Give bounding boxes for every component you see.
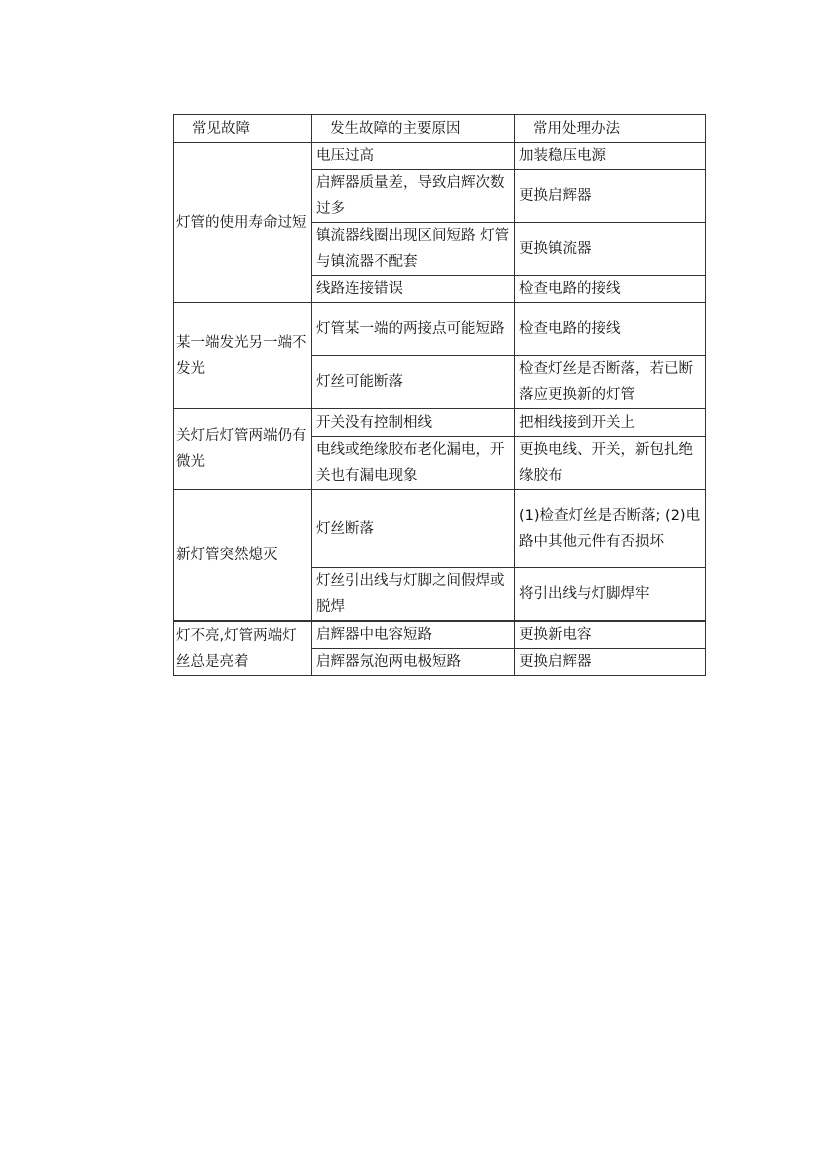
- fault-table-container: [173, 114, 705, 676]
- fault-cell: 某一端发光另一端不发光: [174, 303, 312, 409]
- header-fault: 常见故障: [174, 115, 312, 143]
- solution-cell: 把相线接到开关上: [515, 409, 706, 437]
- table-row: [174, 621, 706, 649]
- table-header-row: [174, 115, 706, 143]
- cause-cell: 启辉器质量差，导致启辉次数过多: [312, 170, 515, 223]
- solution-cell: 检查电路的接线: [515, 303, 706, 356]
- table-row: [174, 409, 706, 437]
- solution-cell: 更换启辉器: [515, 649, 706, 676]
- fault-cell: 新灯管突然熄灭: [174, 490, 312, 622]
- cause-cell: 灯管某一端的两接点可能短路: [312, 303, 515, 356]
- fault-table: [173, 114, 706, 676]
- table-row: [174, 490, 706, 568]
- solution-cell: 将引出线与灯脚焊牢: [515, 568, 706, 622]
- cause-cell: 灯丝断落: [312, 490, 515, 568]
- solution-cell: 更换新电容: [515, 621, 706, 649]
- table-row: [174, 303, 706, 356]
- solution-cell: 更换启辉器: [515, 170, 706, 223]
- solution-cell: 更换电线、开关，新包扎绝缘胶布: [515, 437, 706, 490]
- cause-cell: 灯丝引出线与灯脚之间假焊或脱焊: [312, 568, 515, 622]
- fault-cell: 关灯后灯管两端仍有微光: [174, 409, 312, 490]
- solution-cell: 检查灯丝是否断落，若已断落应更换新的灯管: [515, 356, 706, 409]
- table-row: [174, 143, 706, 170]
- header-solution: 常用处理办法: [515, 115, 706, 143]
- solution-cell: (1)检查灯丝是否断落; (2)电路中其他元件有否损坏: [515, 490, 706, 568]
- cause-cell: 电压过高: [312, 143, 515, 170]
- cause-cell: 镇流器线圈出现区间短路 灯管与镇流器不配套: [312, 223, 515, 276]
- fault-cell: 灯不亮,灯管两端灯丝总是亮着: [174, 621, 312, 676]
- fault-cell: 灯管的使用寿命过短: [174, 143, 312, 303]
- solution-cell: 更换镇流器: [515, 223, 706, 276]
- cause-cell: 启辉器氖泡两电极短路: [312, 649, 515, 676]
- cause-cell: 灯丝可能断落: [312, 356, 515, 409]
- cause-cell: 线路连接错误: [312, 276, 515, 303]
- cause-cell: 开关没有控制相线: [312, 409, 515, 437]
- solution-cell: 加装稳压电源: [515, 143, 706, 170]
- cause-cell: 启辉器中电容短路: [312, 621, 515, 649]
- cause-cell: 电线或绝缘胶布老化漏电，开关也有漏电现象: [312, 437, 515, 490]
- header-cause: 发生故障的主要原因: [312, 115, 515, 143]
- solution-cell: 检查电路的接线: [515, 276, 706, 303]
